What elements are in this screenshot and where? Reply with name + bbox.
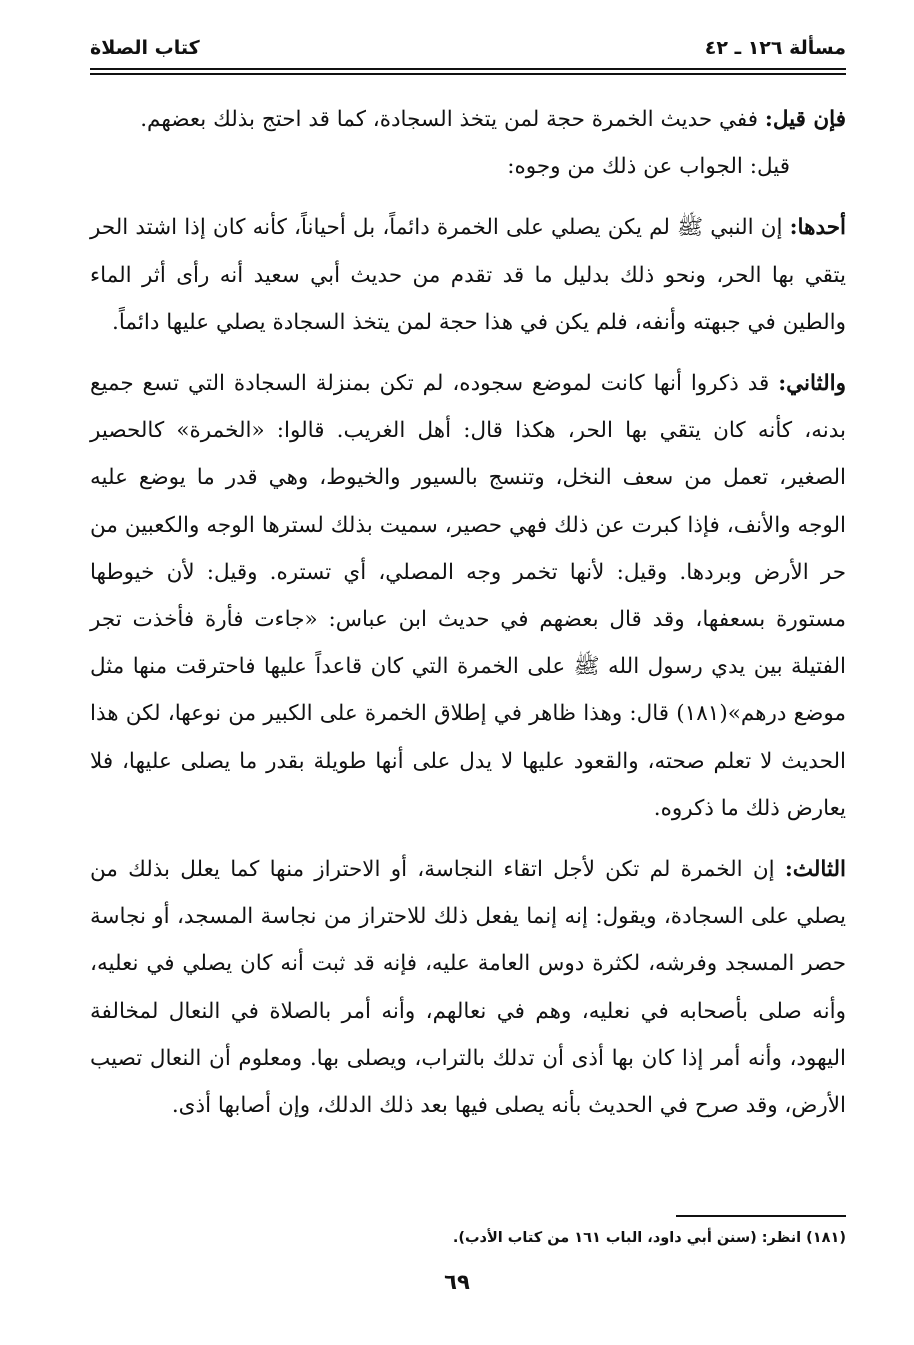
paragraph-objection [90,96,846,143]
paragraph-text: قد ذكروا أنها كانت لموضع سجوده، لم تكن بمنزلة السجادة التي تسع جميع بدنه، كأنه كان يتقي بها الحر، هكذا قال: أهل الغريب. قالوا: «الخمرة» كالحصير الصغير، تعمل من سعف النخل، وتنسج بالسيور والخيوط، وهي قدر ما يوضع عليه الوجه والأنف، فإذا كبرت عن ذلك فهي حصير، سميت بذلك لسترها الوجه والكعبين من حر الأرض وبردها. وقيل: لأنها تخمر وجه المصلي، أي تستره. وقيل: لأن خيوطها مستورة بسعفها، وقد قال بعضهم في حديث ابن عباس: «جاءت فأرة فأخذت تجر الفتيلة بين يدي رسول الله ﷺ على الخمرة التي كان قاعداً عليها فاحترقت منها مثل موضع درهم»(١٨١) قال: وهذا ظاهر في إطلاق الخمرة على الكبير من نوعها، لكن هذا الحديث لا تعلم صحته، والقعود عليها لا يدل على أنها طويلة بقدر ما يصلى عليها، فلا يعارض ذلك ما ذكروه. [90,371,847,821]
paragraph-lead: والثاني: [778,371,846,397]
header-rule-top [90,68,846,70]
paragraph-first-point [90,204,846,346]
page-body [90,96,846,1129]
paragraph-lead: فإن قيل: [764,107,846,132]
footnote-rule [676,1215,846,1217]
header-book-title: كتاب الصلاة [90,37,200,59]
paragraph-text: إن النبي ﷺ لم يكن يصلي على الخمرة دائماً، بل أحياناً، كأنه كان إذا اشتد الحر يتقي بها الحر، ونحو ذلك بدليل ما قد تقدم من حديث أبي سعيد أنه رأى أثر الماء والطين في جبهته وأنفه، فلم يكن في هذا حجة لمن يتخذ السجادة يصلي عليها دائماً. [90,215,846,335]
paragraph-lead: الثالث: [784,857,846,883]
paragraph-third-point [90,846,846,1129]
page-number: ٦٩ [444,1270,470,1294]
paragraph-lead: أحدها: [789,215,846,241]
header-chapter: مسألة ١٢٦ ـ ٤٢ [704,37,846,59]
header-rule-bottom [90,73,846,75]
footnote: (١٨١) انظر: (سنن أبي داود، الباب ١٦١ من كتاب الأدب). [452,1230,846,1246]
running-header [90,30,846,66]
paragraph-text: قيل: الجواب عن ذلك من وجوه: [507,154,790,180]
paragraph-second-point [90,360,846,832]
paragraph-text: ففي حديث الخمرة حجة لمن يتخذ السجادة، كما قد احتج بذلك بعضهم. [140,107,765,132]
paragraph-text: إن الخمرة لم تكن لأجل اتقاء النجاسة، أو الاحتراز منها كما يعلل بذلك من يصلي على السجادة، ويقول: إنه إنما يفعل ذلك للاحتراز من نجاسة المسجد، أو نجاسة حصر المسجد وفرشه، لكثرة دوس العامة عليه، فإنه قد ثبت أنه كان يصلي في نعليه، وأنه صلى بأصحابه في نعليه، وهم في نعالهم، وأنه أمر بالصلاة في النعال لمخالفة اليهود، وأنه أمر إذا كان بها أذى أن تدلك بالتراب، ويصلى بها. ومعلوم أن النعال تصيب الأرض، وقد صرح في الحديث بأنه يصلى فيها بعد ذلك الدلك، وإن أصابها أذى. [90,857,846,1119]
paragraph-answer-intro [90,143,846,190]
